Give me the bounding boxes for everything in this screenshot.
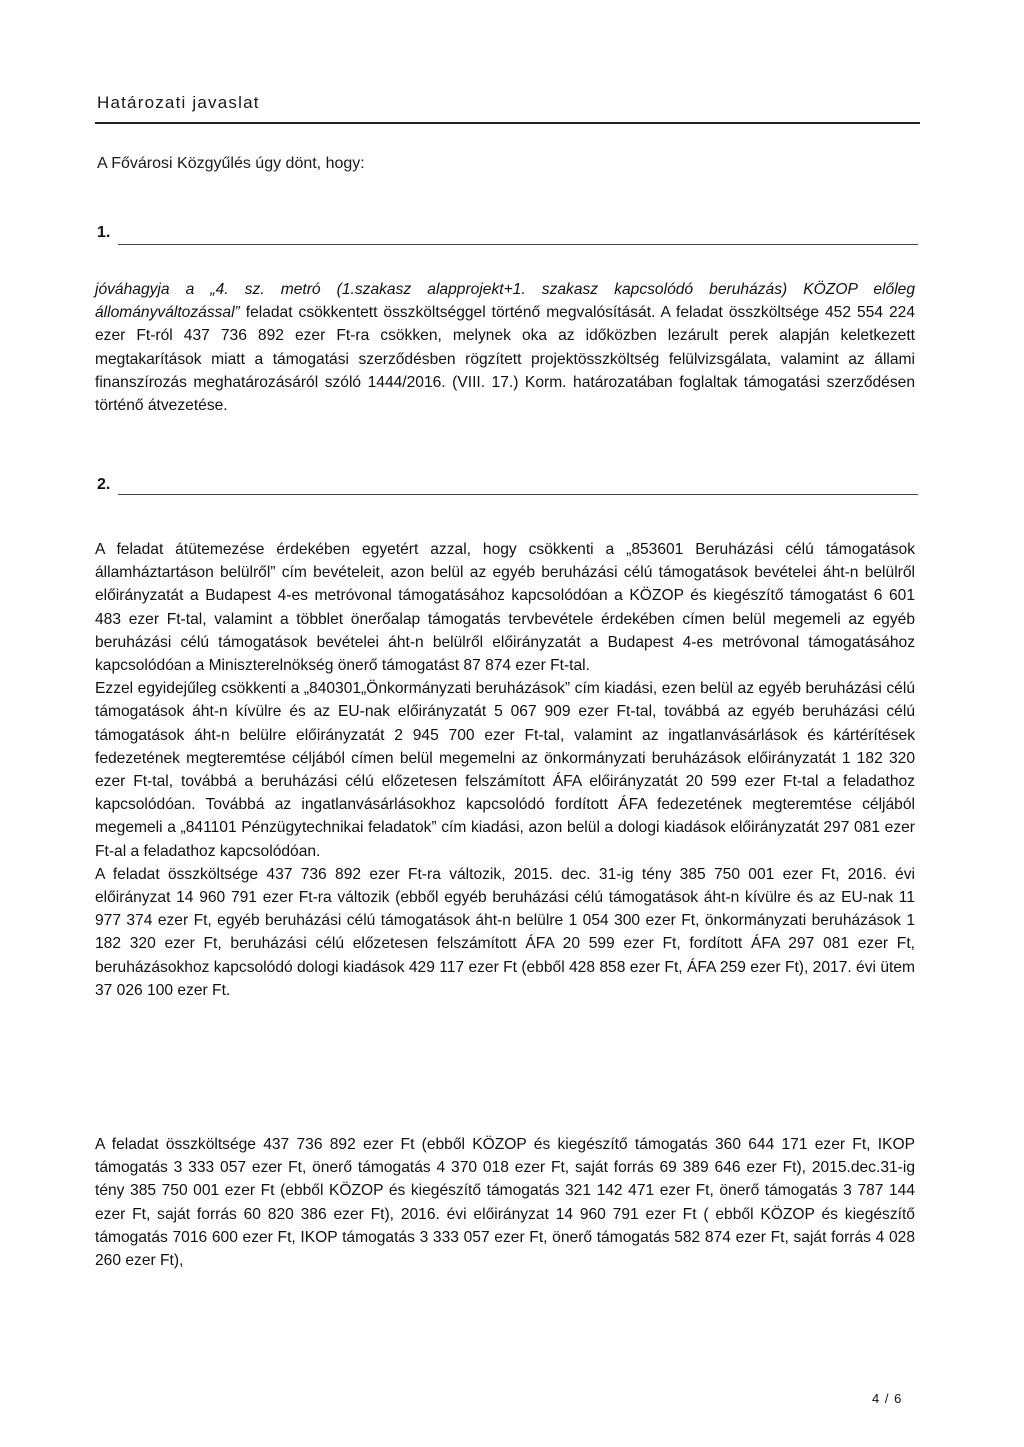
section-2-number: 2.: [97, 476, 111, 493]
section-2-divider: [118, 494, 918, 495]
section-1-paragraph: [95, 278, 915, 417]
section-2-paragraph-3: A feladat összköltsége 437 736 892 ezer Ft-ra változik, 2015. dec. 31-ig tény 385 750 001 ezer Ft, 2016. évi előirányzat 14 960 791 ezer Ft-ra változik (ebből egyéb beruházási célú támogatások áht-n kívülre és az EU-nak 11 977 374 ezer Ft, egyéb beruházási célú támogatások áht-n belülre 1 054 300 ezer Ft, önkormányzati beruházások 1 182 320 ezer Ft, beruházási célú előzetesen felszámított ÁFA 20 599 ezer Ft, fordított ÁFA 297 081 ezer Ft, beruházásokhoz kapcsolódó dologi kiadások 429 117 ezer Ft (ebből 428 858 ezer Ft, ÁFA 259 ezer Ft), 2017. évi ütem 37 026 100 ezer Ft.: [95, 865, 915, 999]
section-1-number: 1.: [97, 224, 111, 241]
section-2-body: [95, 538, 915, 1002]
document-header-title: Határozati javaslat: [97, 93, 260, 112]
section-2-paragraph-4-block: [95, 1133, 915, 1272]
section-1-body-text: feladat csökkentett összköltséggel történő megvalósítását. A feladat összköltsége 452 554 224 ezer Ft-ról 437 736 892 ezer Ft-ra csökken, melynek oka az időközben lezárult perek alapján keletkezett megtakarítások miatt a támogatási szerződésben rögzített projektösszköltség felülvizsgálata, valamint az állami finanszírozás meghatározásáról szóló 1444/2016. (VIII. 17.) Korm. határozatában foglaltak támogatási szerződésen történő átvezetése.: [95, 304, 915, 415]
page-number: 4 / 6: [872, 1391, 903, 1406]
resolution-intro: A Fővárosi Közgyűlés úgy dönt, hogy:: [97, 155, 365, 172]
section-2-paragraph-1: A feladat átütemezése érdekében egyetért azzal, hogy csökkenti a „853601 Beruházási célú támogatások államháztartáson belülről” cím bevételeit, azon belül az egyéb beruházási célú támogatások bevételei áht-n belülről előirányzatát a Budapest 4-es metróvonal támogatásához kapcsolódóan a KÖZOP és kiegészítő támogatást 6 601 483 ezer Ft-tal, valamint a többlet önerőalap támogatás tervbevétele érdekében címen belül megemeli az egyéb beruházási célú támogatások bevételei áht-n belülről előirányzatát a Budapest 4-es metróvonal támogatásához kapcsolódóan a Miniszterelnökség önerő támogatást 87 874 ezer Ft-tal.: [95, 541, 915, 675]
section-2-paragraph-2: Ezzel egyidejűleg csökkenti a „840301„Önkormányzati beruházások” cím kiadási, ezen belül az egyéb beruházási célú támogatások áht-n kívülre és az EU-nak előirányzatát 5 067 909 ezer Ft-tal, továbbá az egyéb beruházási célú támogatások áht-n belülre előirányzatát 2 945 700 ezer Ft-tal, valamint az ingatlanvásárlások és kártérítések fedezetének megteremtése céljából címen belül megemelni az önkormányzati beruházások előirányzatát 1 182 320 ezer Ft-tal, továbbá a beruházási célú előzetesen felszámított ÁFA előirányzatát 20 599 ezer Ft-tal a feladathoz kapcsolódóan. Továbbá az ingatlanvásárlásokhoz kapcsolódó fordított ÁFA fedezetének megteremtése céljából megemeli a „841101 Pénzügytechnikai feladatok” cím kiadási, azon belül a dologi kiadások előirányzatát 297 081 ezer Ft-al a feladathoz kapcsolódóan.: [95, 680, 915, 860]
section-2-paragraph-4: A feladat összköltsége 437 736 892 ezer Ft (ebből KÖZOP és kiegészítő támogatás 360 644 171 ezer Ft, IKOP támogatás 3 333 057 ezer Ft, önerő támogatás 4 370 018 ezer Ft, saját forrás 69 389 646 ezer Ft), 2015.dec.31-ig tény 385 750 001 ezer Ft (ebből KÖZOP és kiegészítő támogatás 321 142 471 ezer Ft, önerő támogatás 3 787 144 ezer Ft, saját forrás 60 820 386 ezer Ft), 2016. évi előirányzat 14 960 791 ezer Ft ( ebből KÖZOP és kiegészítő támogatás 7016 600 ezer Ft, IKOP támogatás 3 333 057 ezer Ft, önerő támogatás 582 874 ezer Ft, saját forrás 4 028 260 ezer Ft),: [95, 1136, 915, 1270]
header-divider: [95, 122, 920, 124]
section-1-divider: [118, 244, 918, 245]
section-1-italic-text: jóváhagyja a „4. sz. metró (1.szakasz alapprojekt+1. szakasz kapcsolódó beruházás) KÖZOP előleg állományváltozással”: [95, 281, 915, 322]
